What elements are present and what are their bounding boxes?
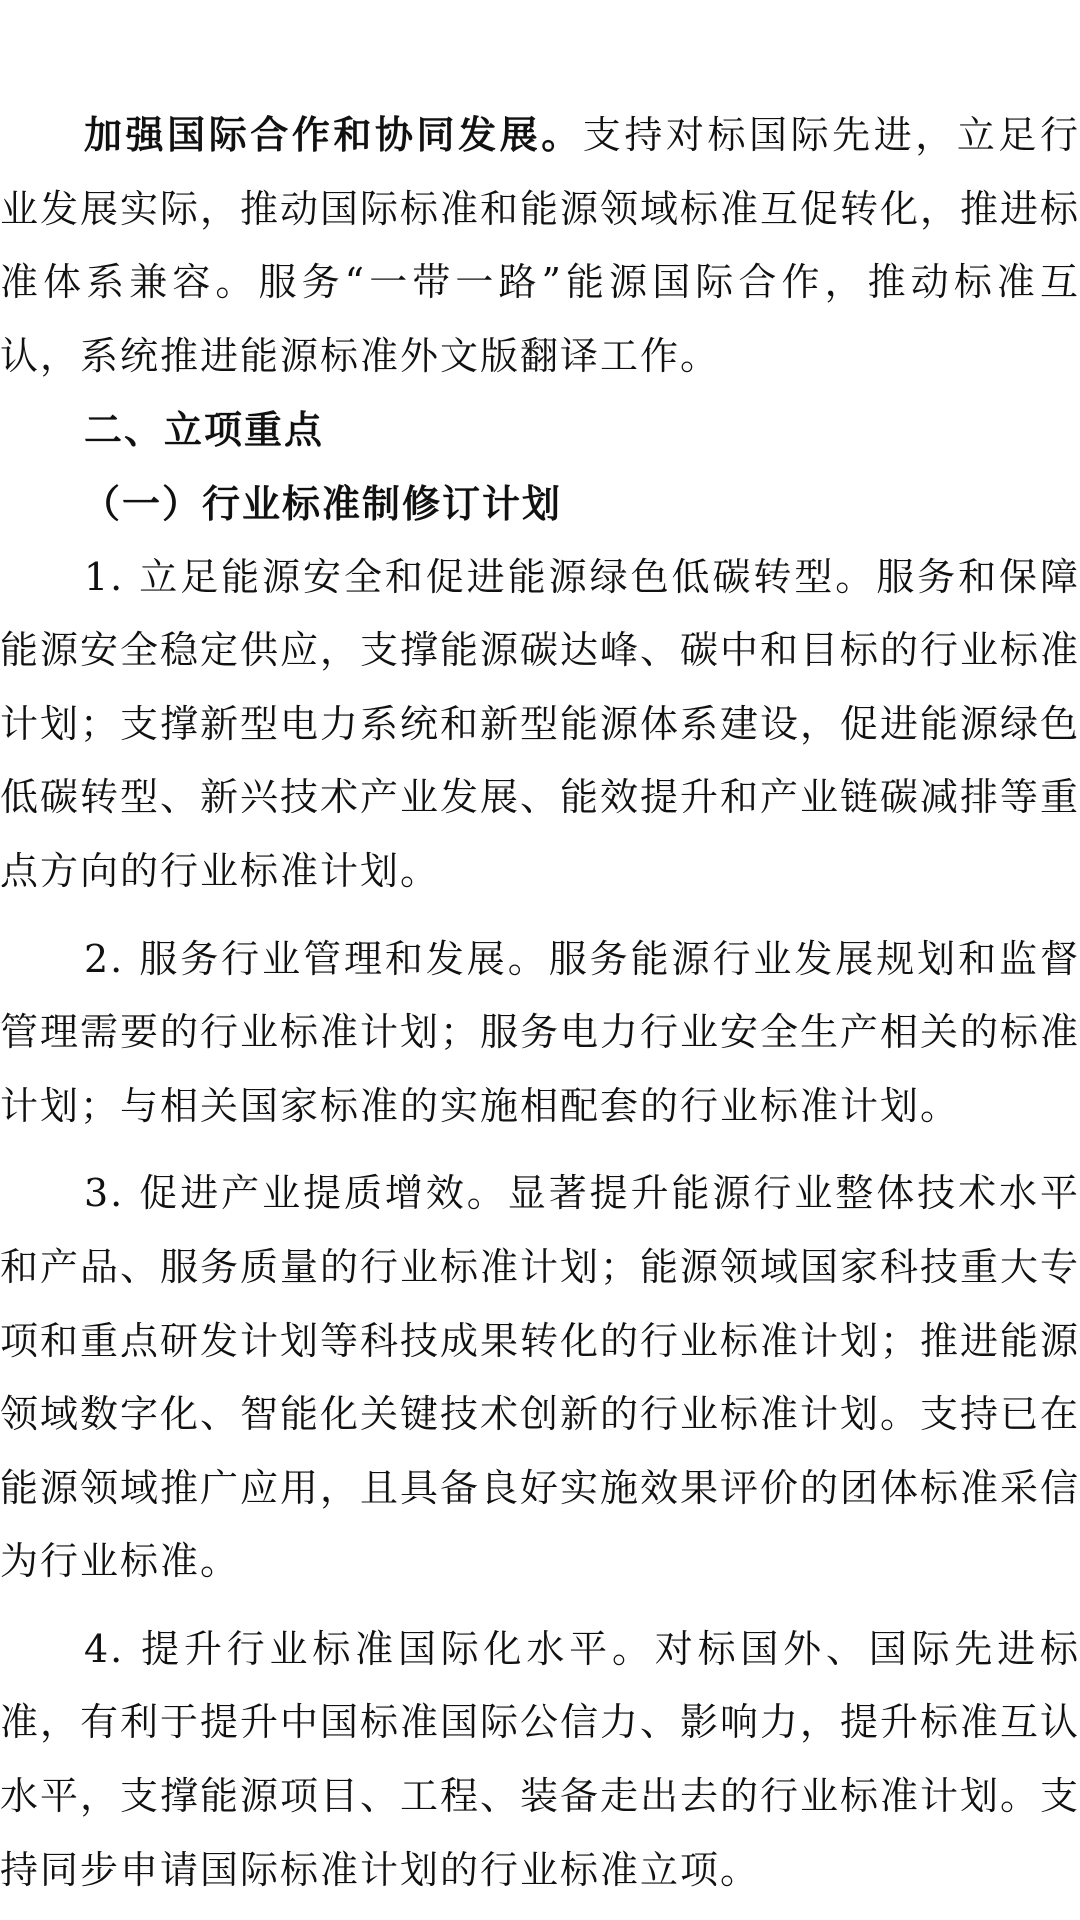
spacer [0, 1599, 1080, 1613]
paragraph-international-cooperation [0, 98, 1080, 393]
list-item-4: 4. 提升行业标准国际化水平。对标国外、国际先进标准，有利于提升中国标准国际公信力、影响力，提升标准互认水平，支撑能源项目、工程、装备走出去的行业标准计划。支持同步申请国际标准计划的行业标准立项。 [0, 1626, 1080, 1892]
list-item-2: 2. 服务行业管理和发展。服务能源行业发展规划和监督管理需要的行业标准计划；服务电力行业安全生产相关的标准计划；与相关国家标准的实施相配套的行业标准计划。 [0, 936, 1080, 1128]
list-item-1: 1. 立足能源安全和促进能源绿色低碳转型。服务和保障能源安全稳定供应，支撑能源碳达峰、碳中和目标的行业标准计划；支撑新型电力系统和新型能源体系建设，促进能源绿色低碳转型、新兴技术产业发展、能效提升和产业链碳减排等重点方向的行业标准计划。 [0, 554, 1080, 893]
paragraph-body: 支持对标国际先进，立足行业发展实际，推动国际标准和能源领域标准互促转化，推进标准体系兼容。服务“一带一路”能源国际合作，推动标准互认，系统推进能源标准外文版翻译工作。 [0, 113, 1080, 378]
paragraph-lead-bold: 加强国际合作和协同发展。 [84, 112, 583, 157]
spacer [0, 1143, 1080, 1157]
section-heading: 二、立项重点 [84, 407, 325, 453]
spacer [0, 909, 1080, 923]
subsection-heading: （一）行业标准制修订计划 [82, 480, 563, 526]
document-body [0, 98, 1080, 1907]
list-item-3: 3. 促进产业提质增效。显著提升能源行业整体技术水平和产品、服务质量的行业标准计划；能源领域国家科技重大专项和重点研发计划等科技成果转化的行业标准计划；推进能源领域数字化、智能化关键技术创新的行业标准计划。支持已在能源领域推广应用，且具备良好实施效果评价的团体标准采信为行业标准。 [0, 1171, 1080, 1584]
